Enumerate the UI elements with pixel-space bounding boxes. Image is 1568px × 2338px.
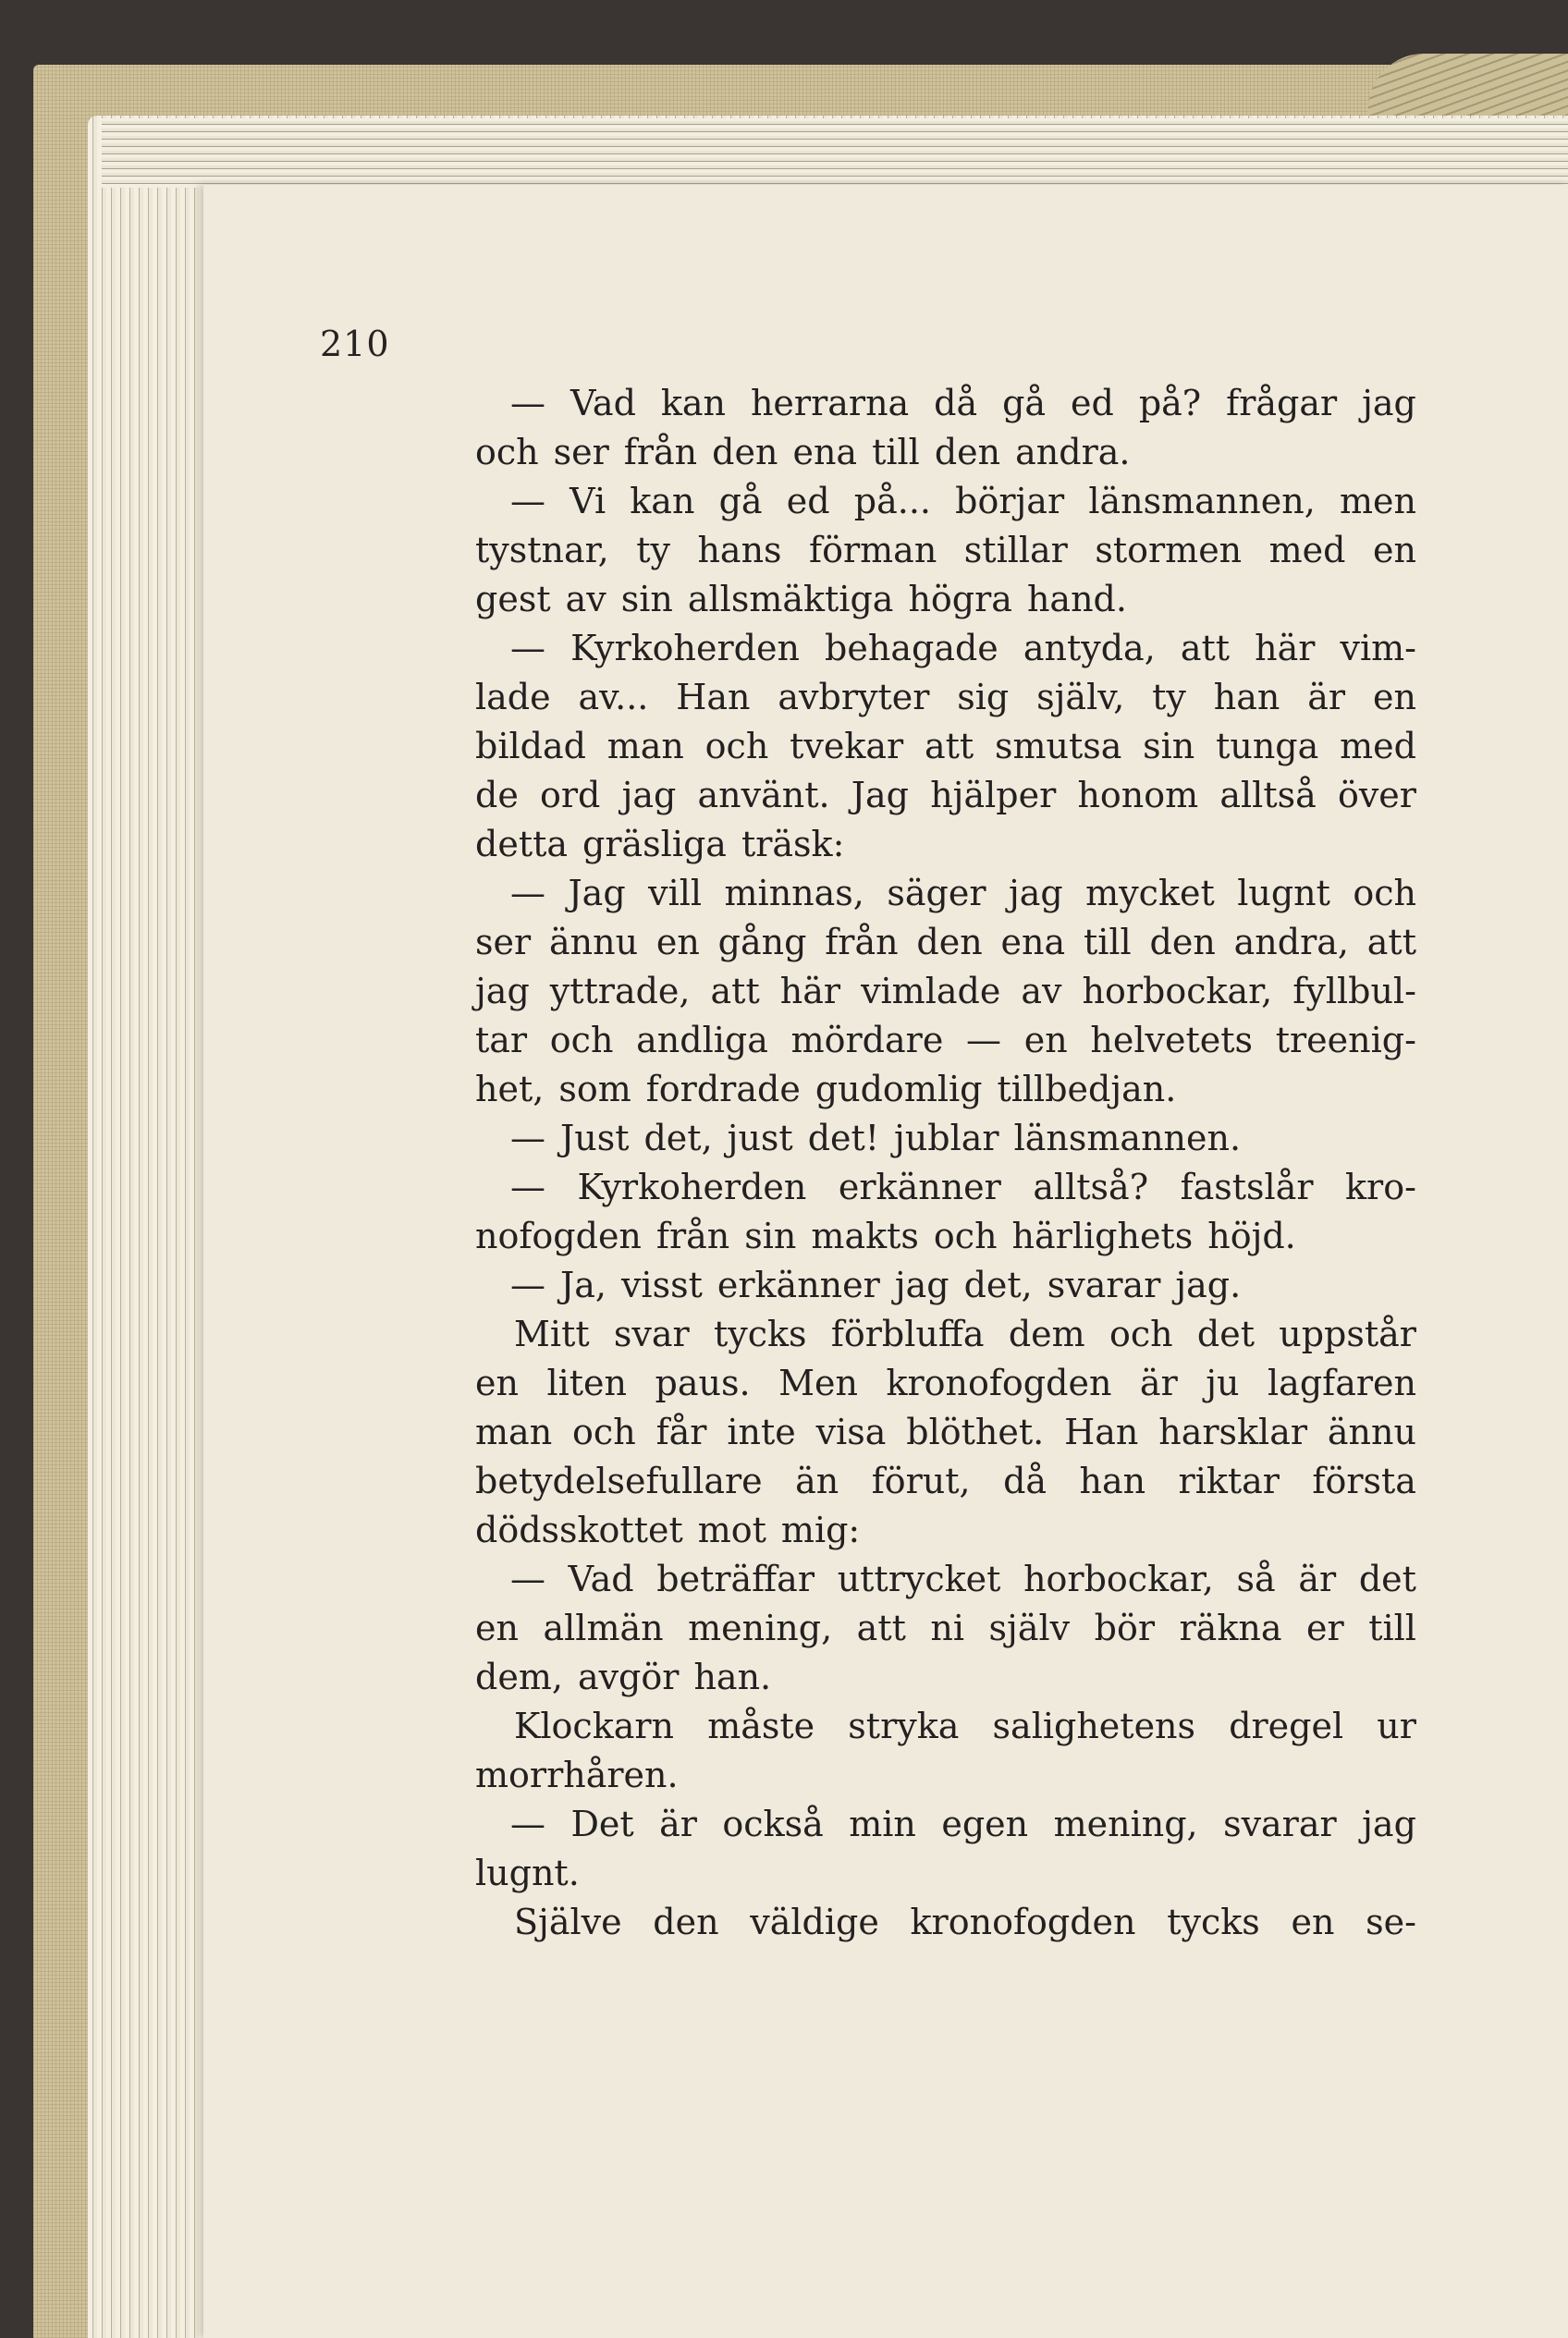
text-line: en allmän mening, att ni själv bör räkna er till — [475, 1608, 1416, 1648]
text-line: man och får inte visa blöthet. Han harsklar ännu — [475, 1412, 1416, 1452]
text-line: nofogden från sin makts och härlighets höjd. — [475, 1216, 1296, 1256]
text-line: — Vad beträffar uttrycket horbockar, så är det — [510, 1559, 1416, 1599]
page-number: 210 — [320, 324, 390, 364]
text-line: Mitt svar tycks förbluffa dem och det uppstår — [514, 1314, 1416, 1354]
text-line: — Det är också min egen mening, svarar jag — [510, 1804, 1416, 1844]
text-line: het, som fordrade gudomlig tillbedjan. — [475, 1069, 1177, 1109]
text-line: — Vad kan herrarna då gå ed på? frågar jag — [510, 383, 1416, 423]
text-line: detta gräsliga träsk: — [475, 824, 845, 864]
page-text — [475, 379, 1416, 1947]
text-line: — Vi kan gå ed på... börjar länsmannen, men — [510, 481, 1416, 521]
text-line: jag yttrade, att här vimlade av horbockar, fyllbul- — [475, 971, 1416, 1011]
text-line: lade av... Han avbryter sig själv, ty han är en — [475, 677, 1416, 717]
text-line: de ord jag använt. Jag hjälper honom alltså över — [475, 775, 1416, 815]
text-line: bildad man och tvekar att smutsa sin tunga med — [475, 726, 1416, 766]
text-line: tystnar, ty hans förman stillar stormen med en — [475, 530, 1416, 570]
text-line: lugnt. — [475, 1853, 580, 1893]
text-line: — Kyrkoherden behagade antyda, att här vim- — [510, 628, 1416, 668]
text-line: — Ja, visst erkänner jag det, svarar jag. — [510, 1265, 1242, 1305]
text-line: — Jag vill minnas, säger jag mycket lugnt och — [510, 873, 1416, 913]
text-line: — Just det, just det! jublar länsmannen. — [510, 1118, 1242, 1158]
page-edges-top — [102, 118, 1568, 188]
text-line: Klockarn måste stryka salighetens dregel ur — [514, 1706, 1416, 1746]
text-line: betydelsefullare än förut, då han riktar första — [475, 1461, 1416, 1501]
text-line: tar och andliga mördare — en helvetets treenig- — [475, 1020, 1416, 1060]
text-line: dödsskottet mot mig: — [475, 1510, 861, 1550]
text-line: ser ännu en gång från den ena till den andra, att — [475, 922, 1416, 962]
text-line: Själve den väldige kronofogden tycks en se- — [514, 1902, 1416, 1942]
text-line: morrhåren. — [475, 1755, 679, 1795]
text-line: en liten paus. Men kronofogden är ju lagfaren — [475, 1363, 1416, 1403]
text-line: gest av sin allsmäktiga högra hand. — [475, 579, 1127, 619]
text-line: dem, avgör han. — [475, 1657, 772, 1697]
text-line: — Kyrkoherden erkänner alltså? fastslår kro- — [510, 1167, 1416, 1207]
text-line: och ser från den ena till den andra. — [475, 432, 1131, 472]
